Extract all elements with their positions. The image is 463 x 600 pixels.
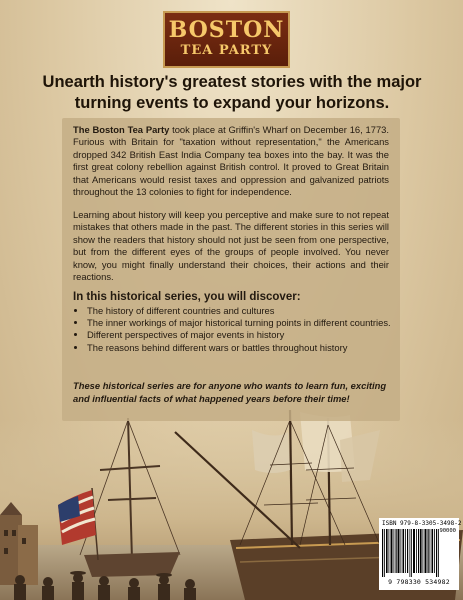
headline: Unearth history's greatest stories with the major turning events to expand your horizons.: [42, 73, 422, 112]
isbn-text: ISBN 979-8-3305-3498-2: [382, 520, 462, 527]
barcode-digits: 9 798330 534982: [388, 578, 450, 586]
list-item: • The inner workings of major historical turning points in different countries.: [87, 317, 405, 329]
logo-line-2: TEA PARTY: [180, 43, 273, 58]
price-addon: 90000: [439, 528, 456, 534]
list-item: • The reasons behind different wars or battles throughout history: [87, 342, 405, 354]
closing-statement: These historical series are for anyone who wants to learn fun, exciting and influential facts of what happened years before their time!: [73, 380, 387, 404]
barcode-bars: [382, 529, 440, 577]
intro-paragraph: [73, 124, 389, 198]
intro-text: took place at Griffin's Wharf on December 16, 1773. Furious with Britain for "taxation without representation," the Americans dropped 342 British East India Company tea boxes into the bay. It was the first great colony rebellion against British control. It proved to Great Britain that Americans would resist taxes and oppression and galvanized patriots throughout the 13 colonies to fight for independence.: [73, 124, 389, 198]
discover-list: [73, 305, 405, 354]
series-logo: [163, 11, 290, 68]
learning-paragraph: Learning about history will keep you perceptive and make sure to not repeat mistakes that others made in the past. The different stories in this series will show the readers that history should not just be seen from one perspective, but from the different eyes of the groups of people involved. You never know, you might finally understand their choices, their actions and their reactions.: [73, 209, 389, 283]
logo-line-1: BOSTON: [168, 17, 285, 43]
list-title: In this historical series, you will discover:: [73, 291, 301, 303]
isbn-barcode: [379, 518, 462, 590]
list-item: • Different perspectives of major events in history: [87, 329, 405, 341]
intro-lead: The Boston Tea Party: [73, 124, 170, 135]
list-item: • The history of different countries and cultures: [87, 305, 405, 317]
